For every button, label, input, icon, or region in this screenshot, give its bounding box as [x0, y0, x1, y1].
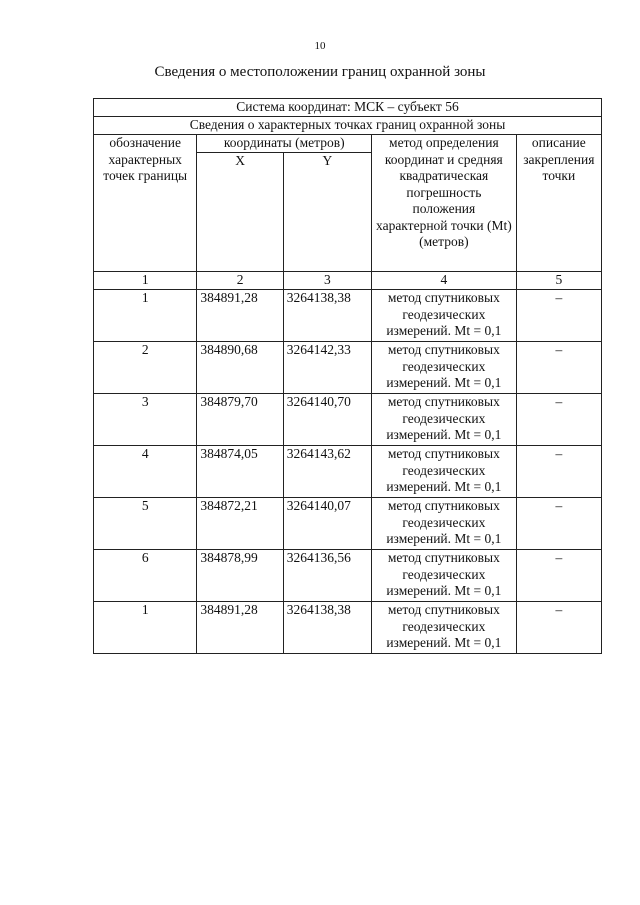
x-cell: 384891,28 [197, 290, 283, 342]
point-cell: 5 [94, 498, 197, 550]
method-cell: метод спутниковых геодезических измерений. Mt = 0,1 [372, 446, 517, 498]
header-method: метод определения координат и средняя квадратическая погрешность положения характерной точки (Mt) (метров) [372, 135, 517, 272]
point-cell: 6 [94, 550, 197, 602]
x-cell: 384874,05 [197, 446, 283, 498]
section-title-cell: Сведения о характерных точках границ охранной зоны [94, 117, 602, 135]
table-row [94, 498, 602, 550]
x-cell: 384891,28 [197, 602, 283, 654]
x-cell: 384878,99 [197, 550, 283, 602]
description-cell: – [516, 498, 601, 550]
description-cell: – [516, 602, 601, 654]
point-cell: 3 [94, 394, 197, 446]
method-cell: метод спутниковых геодезических измерений. Mt = 0,1 [372, 394, 517, 446]
point-cell: 4 [94, 446, 197, 498]
column-number-3: 3 [283, 272, 371, 290]
header-point-designation: обозначение характерных точек границы [94, 135, 197, 272]
y-cell: 3264140,70 [283, 394, 371, 446]
method-cell: метод спутниковых геодезических измерений. Mt = 0,1 [372, 498, 517, 550]
x-cell: 384890,68 [197, 342, 283, 394]
point-cell: 1 [94, 290, 197, 342]
column-numbers-row [94, 272, 602, 290]
method-cell: метод спутниковых геодезических измерений. Mt = 0,1 [372, 342, 517, 394]
header-coordinates: координаты (метров) [197, 135, 372, 153]
header-x: X [197, 153, 283, 272]
column-number-4: 4 [372, 272, 517, 290]
description-cell: – [516, 342, 601, 394]
y-cell: 3264138,38 [283, 602, 371, 654]
table-row [94, 394, 602, 446]
header-description: описание закрепления точки [516, 135, 601, 272]
table-row [94, 602, 602, 654]
method-cell: метод спутниковых геодезических измерений. Mt = 0,1 [372, 550, 517, 602]
x-cell: 384872,21 [197, 498, 283, 550]
table-row [94, 290, 602, 342]
page-number: 10 [314, 40, 326, 52]
boundary-points-table [93, 98, 602, 654]
table-row [94, 446, 602, 498]
y-cell: 3264140,07 [283, 498, 371, 550]
header-row-top [94, 135, 602, 153]
y-cell: 3264138,38 [283, 290, 371, 342]
x-cell: 384879,70 [197, 394, 283, 446]
column-number-2: 2 [197, 272, 283, 290]
description-cell: – [516, 550, 601, 602]
header-y: Y [283, 153, 371, 272]
y-cell: 3264136,56 [283, 550, 371, 602]
point-cell: 1 [94, 602, 197, 654]
description-cell: – [516, 446, 601, 498]
description-cell: – [516, 394, 601, 446]
description-cell: – [516, 290, 601, 342]
section-title-row [94, 117, 602, 135]
method-cell: метод спутниковых геодезических измерений. Mt = 0,1 [372, 290, 517, 342]
y-cell: 3264142,33 [283, 342, 371, 394]
column-number-5: 5 [516, 272, 601, 290]
table-row [94, 342, 602, 394]
y-cell: 3264143,62 [283, 446, 371, 498]
table-body [94, 290, 602, 654]
column-number-1: 1 [94, 272, 197, 290]
table-row [94, 550, 602, 602]
point-cell: 2 [94, 342, 197, 394]
document-title: Сведения о местоположении границ охранной зоны [154, 64, 486, 80]
method-cell: метод спутниковых геодезических измерений. Mt = 0,1 [372, 602, 517, 654]
coord-system-row [94, 99, 602, 117]
coord-system-cell: Система координат: МСК – субъект 56 [94, 99, 602, 117]
